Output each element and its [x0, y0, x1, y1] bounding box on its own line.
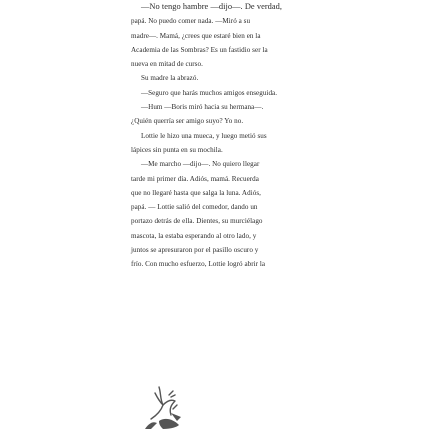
body-text	[131, 0, 311, 272]
text-line: madre—. Mamá, ¿crees que estaré bien en la	[131, 31, 261, 40]
text-line: frío. Con mucho esfuerzo, Lottie logró abrir la	[131, 260, 266, 269]
text-line: mascota, la estaba esperando al otro lado, y	[131, 231, 257, 240]
text-line: ¿Quién querría ser amigo suyo? Yo no.	[131, 117, 244, 126]
text-line: lápices sin punta en su mochila.	[131, 145, 223, 154]
text-line: —No tengo hambre —dijo—. De verdad,	[141, 2, 283, 11]
text-line: portazo detrás de ella. Dientes, su murciélago	[131, 217, 263, 226]
text-line: Su madre la abrazó.	[141, 74, 199, 83]
text-line: —Hum —Boris miró hacia su hermana—.	[141, 103, 264, 112]
text-line: papá. — Lottie salió del comedor, dando un	[131, 203, 258, 212]
text-line: —Seguro que harás muchos amigos enseguida.	[141, 88, 278, 97]
text-line: Lottie le hizo una mueca, y luego metió sus	[141, 131, 267, 140]
bat-mascot-illustration-icon	[141, 383, 191, 433]
text-line: —Me marcho —dijo—. No quiero llegar	[141, 160, 260, 169]
text-line: que no llegaré hasta que salga la luna. Adiós,	[131, 188, 261, 197]
text-line: Academia de las Sombras? Es un fastidio ser la	[131, 45, 268, 54]
text-line: tarde mi primer día. Adiós, mamá. Recuerda	[131, 174, 259, 183]
text-line: nueva en mitad de curso.	[131, 60, 203, 69]
text-line: papá. No puedo comer nada. —Miró a su	[131, 17, 251, 26]
text-line: juntos se apresuraron por el pasillo oscuro y	[131, 246, 259, 255]
